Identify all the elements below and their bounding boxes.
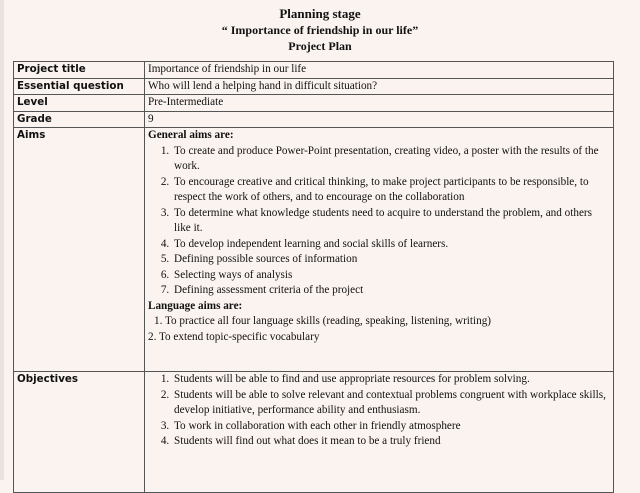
list-item: 5. Defining possible sources of information [172,252,610,268]
row-label: Essential question [14,78,145,95]
table-row [14,111,614,128]
row-value: Pre-Intermediate [145,95,614,112]
list-item: 3. To work in collaboration with each other in friendly atmosphere [172,419,610,435]
row-label: Level [14,95,145,112]
list-item: 6. Selecting ways of analysis [172,268,610,284]
general-aims-heading: General aims are: [148,129,234,141]
document-header [0,6,640,54]
project-plan-label: Project Plan [288,39,352,53]
objectives-cell [145,372,614,493]
row-value: 9 [145,111,614,128]
list-item: 4. To develop independent learning and social skills of learners. [172,237,610,253]
table-row-aims [14,128,614,372]
row-label: Project title [14,62,145,79]
list-item: 2. To encourage creative and critical thinking, to make project participants to be responsible, to respect the work of others, and to encourage on the collaboration [172,175,610,206]
general-aims-list [148,144,610,299]
list-item: 7. Defining assessment criteria of the project [172,283,610,299]
objectives-list [148,372,610,450]
row-label: Aims [14,128,145,372]
table-row-objectives [14,372,614,493]
list-item: 1. To create and produce Power-Point presentation, creating video, a poster with the results of the work. [172,144,610,175]
table-row [14,78,614,95]
list-item: 4. Students will find out what does it mean to be a truly friend [172,434,610,450]
table-row [14,95,614,112]
row-value: Importance of friendship in our life [145,62,614,79]
row-value: Who will lend a helping hand in difficult situation? [145,78,614,95]
list-item: 3. To determine what knowledge students need to acquire to understand the problem, and others like it. [172,206,610,237]
row-label: Objectives [14,372,145,493]
project-plan-table [13,61,614,493]
language-aim-item: 2. To extend topic-specific vocabulary [148,330,320,343]
row-label: Grade [14,111,145,128]
list-item: 1. Students will be able to find and use appropriate resources for problem solving. [172,372,610,388]
page-edge [0,0,4,480]
language-aims-heading: Language aims are: [148,299,243,312]
document-title: Planning stage [279,6,361,21]
document-subtitle: “ Importance of friendship in our life” [221,23,419,37]
list-item: 2. Students will be able to solve relevant and contextual problems congruent with workplace skills, develop initiative, performance ability and enthusiasm. [172,388,610,419]
table-row [14,62,614,79]
aims-cell [145,128,614,372]
language-aim-item: 1. To practice all four language skills (reading, speaking, listening, writing) [154,315,492,327]
